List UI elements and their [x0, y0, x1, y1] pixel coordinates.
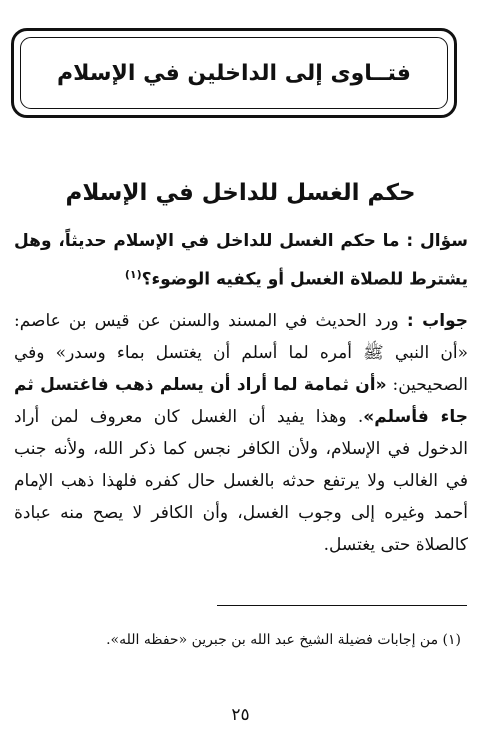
- page-number: ٢٥: [231, 705, 250, 725]
- answer-paragraph: [14, 305, 468, 561]
- answer-label: جواب :: [406, 310, 469, 331]
- question-text: ما حكم الغسل للداخل في الإسلام حديثاً، وهل يشترط للصلاة الغسل أو يكفيه الوضوء؟: [14, 231, 468, 290]
- footnote-divider: [217, 605, 467, 606]
- header-frame: [11, 28, 457, 118]
- header-title: فتــاوى إلى الداخلين في الإسلام: [57, 61, 411, 86]
- footnote-ref: (١): [124, 268, 142, 281]
- answer-text-2: . وهذا يفيد أن الغسل كان معروف لمن أراد الدخول في الإسلام، ولأن الكافر نجس كما ذكر الله، ولأنه جنب في الغالب ولا يرتفع حدثه بالغسل حال كفره فلهذا ذهب الإمام أحمد وغيره إلى وجوب الغسل، وأن الكافر لا يصح منه عبادة كالصلاة حتى يغتسل.: [14, 406, 468, 555]
- main-text: [14, 225, 468, 561]
- footnote: (١) من إجابات فضيلة الشيخ عبد الله بن جبرين «حفظه الله».: [106, 632, 461, 648]
- answer-bold-quote: «أن ثمامة لما أراد أن يسلم ذهب فاغتسل ثم جاء فأسلم»: [14, 374, 468, 427]
- question-paragraph: [14, 225, 468, 297]
- question-label: سؤال :: [406, 231, 469, 251]
- section-title: حكم الغسل للداخل في الإسلام: [65, 180, 416, 206]
- answer-text-1: ورد الحديث في المسند والسنن عن قيس بن عاصم: «أن النبي ﷺ أمره لما أسلم أن يغتسل بماء وسدر» وفي الصحيحين:: [14, 310, 468, 395]
